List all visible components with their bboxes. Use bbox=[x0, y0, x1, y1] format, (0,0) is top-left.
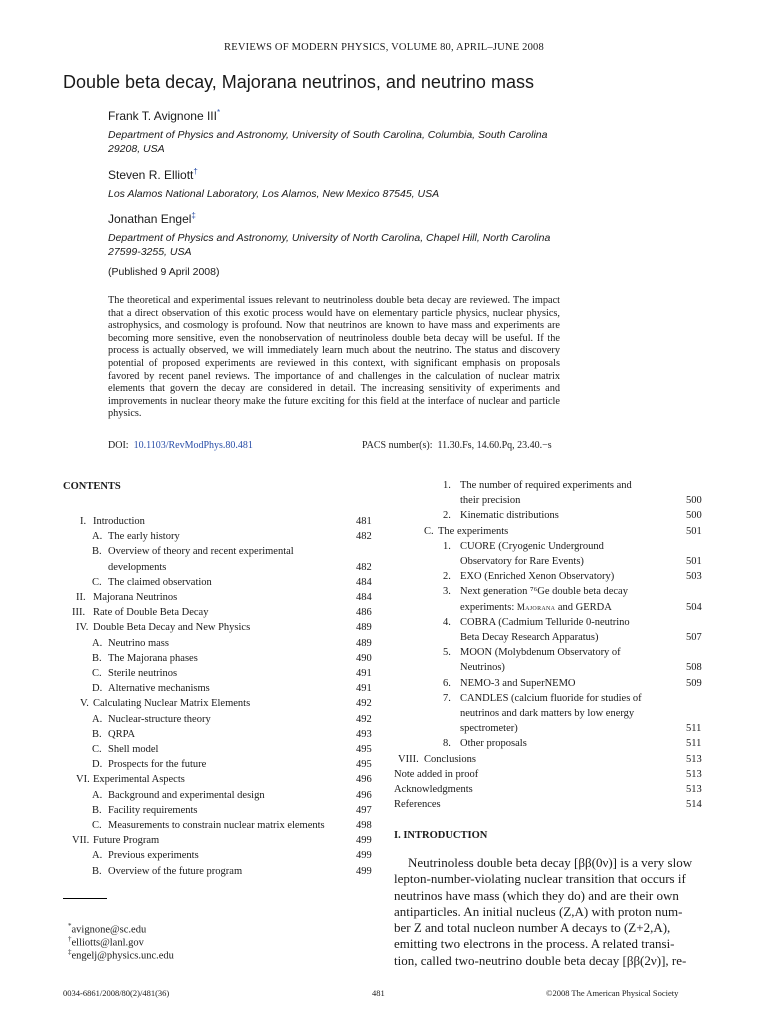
doi-link[interactable]: 10.1103/RevModPhys.80.481 bbox=[133, 440, 253, 451]
journal-header: REVIEWS OF MODERN PHYSICS, VOLUME 80, APRIL–JUNE 2008 bbox=[224, 42, 544, 53]
toc-entry[interactable]: Experimental Aspects bbox=[93, 774, 185, 786]
toc-entry[interactable]: CANDLES (calcium fluoride for studies of bbox=[460, 692, 642, 704]
toc-page: 507 bbox=[686, 632, 702, 643]
toc-entry[interactable]: COBRA (Cadmium Telluride 0-neutrino bbox=[460, 616, 630, 628]
majorana-smallcaps: Majorana bbox=[516, 601, 556, 612]
toc-number: V. bbox=[80, 698, 89, 710]
toc-entry[interactable]: Neutrinos) bbox=[460, 662, 505, 674]
toc-page: 500 bbox=[686, 495, 702, 507]
toc-page: 482 bbox=[356, 531, 372, 543]
toc-number: A. bbox=[92, 789, 103, 801]
toc-number: 2. bbox=[443, 571, 451, 583]
author-affiliation: Los Alamos National Laboratory, Los Alamos, New Mexico 87545, USA bbox=[108, 188, 440, 200]
toc-entry[interactable]: The claimed observation bbox=[108, 576, 212, 588]
toc-entry[interactable]: Overview of the future program bbox=[108, 865, 243, 877]
toc-page: 493 bbox=[356, 728, 372, 740]
toc-page: 508 bbox=[686, 662, 702, 674]
toc-entry[interactable]: Double Beta Decay and New Physics bbox=[93, 622, 251, 634]
toc-page: 501 bbox=[686, 525, 702, 537]
toc-number: 6. bbox=[443, 677, 451, 689]
footer-code: 0034-6861/2008/80(2)/481(36) bbox=[63, 988, 170, 998]
toc-number: C. bbox=[92, 668, 102, 679]
toc-entry[interactable]: Nuclear-structure theory bbox=[108, 713, 211, 725]
toc-entry[interactable]: EXO (Enriched Xenon Observatory) bbox=[460, 571, 615, 583]
body-line: neutrinos have mass (which they do) and are their own bbox=[394, 887, 679, 903]
toc-entry[interactable]: References bbox=[394, 799, 441, 811]
body-line: antiparticles. An initial nucleus (Z,A) with proton num- bbox=[394, 903, 683, 919]
toc-page: 495 bbox=[356, 759, 372, 771]
toc-page: 499 bbox=[356, 865, 372, 877]
toc-entry[interactable]: Acknowledgments bbox=[394, 784, 473, 795]
toc-entry[interactable]: Neutrino mass bbox=[108, 637, 169, 649]
toc-page: 492 bbox=[356, 698, 372, 710]
toc-number: D. bbox=[92, 683, 103, 695]
toc-entry[interactable]: Shell model bbox=[108, 744, 159, 755]
author-affiliation: Department of Physics and Astronomy, University of North Carolina, Chapel Hill, North Carolina 27599-3255, USA bbox=[108, 232, 551, 258]
toc-entry[interactable]: The number of required experiments and bbox=[460, 480, 632, 491]
toc-entry[interactable]: Calculating Nuclear Matrix Elements bbox=[93, 698, 251, 710]
toc-number: B. bbox=[92, 728, 102, 740]
toc-page: 490 bbox=[356, 652, 372, 664]
abstract: The theoretical and experimental issues relevant to neutrinoless double beta decay are reviewed. The impact that a direct observation of this exotic process would have on elementary particle physics, nuclear physics, astrophysics, and cosmology is profound. Now that neutrinos are known to have mass and experiments are becoming more sensitive, even the nonobservation of neutrinoless double beta decay will be useful. If the process is actually observed, we will immediately learn much about the neutrino. The status and discovery potential of proposed experiments are reviewed in this context, with significant emphasis on proposals favored by recent panel reviews. The importance of and challenges in the calculation of nuclear matrix elements that govern the decay are considered in detail. The increasing sensitivity of experiments and improvements in nuclear theory make the future exciting for this field at the interface of nuclear and particle physics. bbox=[108, 295, 560, 420]
toc-page: 509 bbox=[686, 677, 702, 689]
toc-entry[interactable]: NEMO-3 and SuperNEMO bbox=[460, 677, 576, 689]
toc-number: IV. bbox=[76, 622, 89, 634]
toc-page: 513 bbox=[686, 784, 702, 795]
toc-entry[interactable]: CUORE (Cryogenic Underground bbox=[460, 540, 604, 552]
pacs-numbers: PACS number(s): 11.30.Fs, 14.60.Pq, 23.40.−s bbox=[362, 440, 552, 451]
toc-number: VII. bbox=[72, 835, 90, 847]
toc-number: 1. bbox=[443, 480, 451, 491]
toc-page: 489 bbox=[356, 622, 372, 634]
body-line: ber Z and total nucleon number A decays to (Z+2,A), bbox=[394, 920, 671, 936]
toc-page: 504 bbox=[686, 601, 702, 613]
toc-number: 5. bbox=[443, 647, 451, 659]
toc-page: 481 bbox=[356, 516, 372, 527]
section-heading: I. INTRODUCTION bbox=[394, 830, 488, 841]
author-name: Jonathan Engel‡ bbox=[108, 211, 196, 226]
paper-title: Double beta decay, Majorana neutrinos, and neutrino mass bbox=[63, 72, 534, 92]
toc-entry[interactable]: developments bbox=[108, 561, 167, 573]
toc-page: 499 bbox=[356, 835, 372, 847]
toc-number: C. bbox=[92, 820, 102, 831]
toc-entry[interactable]: Alternative mechanisms bbox=[108, 683, 210, 695]
toc-entry[interactable]: MOON (Molybdenum Observatory of bbox=[460, 647, 621, 659]
toc-number: A. bbox=[92, 713, 103, 725]
toc-page: 495 bbox=[356, 744, 372, 755]
toc-page: 497 bbox=[356, 804, 372, 816]
toc-number: C. bbox=[92, 576, 102, 588]
toc-page: 496 bbox=[356, 774, 372, 786]
toc-page: 514 bbox=[686, 799, 702, 811]
toc-page: 498 bbox=[356, 820, 372, 831]
toc-page: 499 bbox=[356, 850, 372, 862]
body-line: emitting two electrons in the process. A related transi- bbox=[394, 936, 675, 952]
toc-number: 8. bbox=[443, 738, 451, 750]
toc-number: II. bbox=[76, 592, 86, 603]
toc-page: 484 bbox=[356, 576, 372, 588]
toc-entry[interactable]: Conclusions bbox=[424, 753, 476, 765]
toc-page: 486 bbox=[356, 607, 372, 619]
toc-entry[interactable]: Previous experiments bbox=[108, 850, 199, 862]
toc-number: A. bbox=[92, 531, 103, 543]
author-name: Steven R. Elliott† bbox=[108, 167, 198, 182]
toc-entry[interactable]: The Majorana phases bbox=[108, 652, 198, 664]
author-name: Frank T. Avignone III* bbox=[108, 108, 221, 123]
toc-number: 3. bbox=[443, 586, 451, 598]
toc-entry[interactable]: spectrometer) bbox=[460, 723, 518, 735]
body-line: tion, called two-neutrino double beta decay [ββ(2ν)], re- bbox=[394, 952, 687, 968]
toc-entry[interactable]: Kinematic distributions bbox=[460, 510, 559, 522]
toc-number: 1. bbox=[443, 540, 451, 552]
toc-page: 511 bbox=[686, 738, 702, 750]
page-number: 481 bbox=[372, 988, 385, 998]
toc-number: B. bbox=[92, 652, 102, 664]
toc-entry[interactable]: their precision bbox=[460, 495, 521, 507]
toc-entry[interactable]: QRPA bbox=[108, 728, 136, 740]
toc-number: 7. bbox=[443, 692, 451, 704]
toc-page: 491 bbox=[356, 668, 372, 679]
contents-heading: CONTENTS bbox=[63, 481, 121, 492]
toc-number: VI. bbox=[76, 774, 90, 786]
toc-entry[interactable]: neutrinos and dark matters by low energy bbox=[460, 708, 635, 719]
toc-page: 489 bbox=[356, 637, 372, 649]
toc-page: 491 bbox=[356, 683, 372, 695]
footnote-email[interactable]: ‡engelj@physics.unc.edu bbox=[68, 948, 174, 962]
footnote-email[interactable]: †elliotts@lanl.gov bbox=[68, 935, 144, 949]
toc-number: III. bbox=[72, 607, 86, 619]
toc-entry[interactable]: The early history bbox=[108, 531, 180, 543]
toc-number: B. bbox=[92, 865, 102, 877]
toc-page: 513 bbox=[686, 768, 702, 780]
toc-entry[interactable]: Overview of theory and recent experimental bbox=[108, 546, 294, 558]
toc-entry[interactable]: Beta Decay Research Apparatus) bbox=[460, 632, 599, 643]
toc-entry[interactable]: Majorana Neutrinos bbox=[93, 592, 178, 603]
toc-entry[interactable]: Observatory for Rare Events) bbox=[460, 556, 584, 567]
toc-entry[interactable]: Other proposals bbox=[460, 738, 527, 750]
footnote-rule bbox=[63, 898, 107, 899]
toc-entry[interactable]: Rate of Double Beta Decay bbox=[93, 607, 209, 619]
toc-page: 513 bbox=[686, 753, 702, 765]
toc-number: VIII. bbox=[398, 753, 419, 765]
toc-number: D. bbox=[92, 759, 103, 771]
toc-number: B. bbox=[92, 804, 102, 816]
toc-entry[interactable]: Background and experimental design bbox=[108, 789, 265, 801]
toc-number: 2. bbox=[443, 510, 451, 522]
toc-entry[interactable]: Facility requirements bbox=[108, 804, 198, 816]
body-line: Neutrinoless double beta decay [ββ(0ν)] is a very slow bbox=[408, 855, 693, 870]
toc-number: A. bbox=[92, 850, 103, 862]
toc-number: C. bbox=[424, 525, 434, 537]
toc-entry[interactable]: Introduction bbox=[93, 516, 145, 527]
toc-number: A. bbox=[92, 637, 103, 649]
section-body bbox=[394, 855, 702, 969]
toc-entry[interactable]: Sterile neutrinos bbox=[108, 668, 178, 679]
toc-entry[interactable]: Future Program bbox=[93, 835, 160, 847]
footnote-email[interactable]: *avignone@sc.edu bbox=[68, 922, 147, 936]
toc-page: 511 bbox=[686, 723, 702, 735]
toc-page: 492 bbox=[356, 713, 372, 725]
body-line: lepton-number-violating nuclear transition that occurs if bbox=[394, 871, 686, 887]
toc-number: C. bbox=[92, 744, 102, 755]
toc-entry[interactable]: Measurements to constrain nuclear matrix elements bbox=[108, 820, 325, 831]
toc-number: 4. bbox=[443, 616, 451, 628]
toc-entry[interactable]: Next generation ⁷⁶Ge double beta decay bbox=[460, 586, 628, 598]
toc-page: 501 bbox=[686, 556, 702, 567]
toc-entry[interactable]: Note added in proof bbox=[394, 768, 479, 780]
author-affiliation: Department of Physics and Astronomy, University of South Carolina, Columbia, South Carolina 29208, USA bbox=[108, 129, 548, 155]
publication-date: (Published 9 April 2008) bbox=[108, 266, 220, 278]
doi: DOI: 10.1103/RevModPhys.80.481 bbox=[108, 440, 253, 451]
toc-number: I. bbox=[80, 516, 87, 527]
toc-page: 496 bbox=[356, 789, 372, 801]
toc-entry[interactable]: The experiments bbox=[438, 525, 509, 537]
toc-page: 482 bbox=[356, 561, 372, 573]
copyright: ©2008 The American Physical Society bbox=[546, 988, 679, 998]
toc-number: B. bbox=[92, 546, 102, 558]
toc-entry[interactable]: Prospects for the future bbox=[108, 759, 207, 771]
toc-entry[interactable]: experiments: Majorana and GERDA bbox=[460, 601, 612, 613]
toc-page: 484 bbox=[356, 592, 372, 603]
toc-page: 503 bbox=[686, 571, 702, 583]
toc-page: 500 bbox=[686, 510, 702, 522]
